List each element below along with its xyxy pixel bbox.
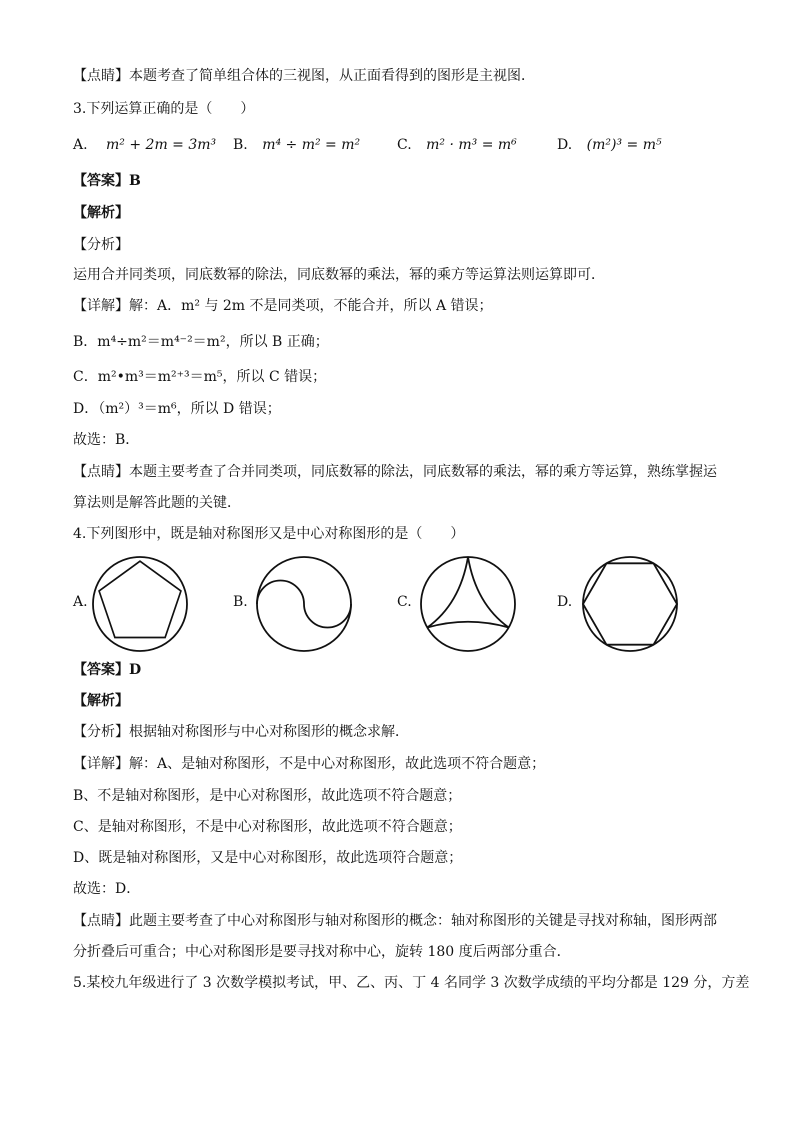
q3-comment-2: 算法则是解答此题的关键． (73, 495, 241, 511)
q4-analysis-heading: 【解析】 (73, 693, 129, 709)
q4-option-a-label: A. (73, 594, 88, 610)
q3-comment-1: 【点睛】本题主要考查了合并同类项，同底数幂的除法，同底数幂的乘法，幂的乘方等运算，熟练掌握运 (73, 464, 717, 480)
q4-option-c-label: C. (397, 594, 412, 610)
q3-option-b (233, 136, 360, 154)
q3-option-c (397, 136, 517, 154)
q4-detail-b: B、不是轴对称图形，是中心对称图形，故此选项不符合题意； (73, 788, 462, 804)
q4-figure-a (90, 554, 190, 654)
q4-figure-b (254, 554, 354, 654)
q4-figure-a-pentagon (99, 561, 181, 637)
q4-detail-a: 【详解】解：A、是轴对称图形，不是中心对称图形，故此选项不符合题意； (73, 756, 546, 772)
q3-option-c-expr: m² · m³ = m⁶ (426, 137, 517, 153)
q3-detail-b: B．m⁴÷m²＝m⁴⁻²＝m²，所以 B 正确； (73, 334, 329, 350)
q4-figure-d (580, 554, 680, 654)
q3-answer: 【答案】B (73, 173, 141, 189)
q3-option-c-label: C. (397, 137, 412, 153)
q4-option-d-label: D. (557, 594, 573, 610)
q4-comment-1: 【点睛】此题主要考查了中心对称图形与轴对称图形的概念：轴对称图形的关键是寻找对称轴，图形两部 (73, 913, 717, 929)
question-3: 3.下列运算正确的是（ ） (73, 101, 255, 117)
question-5: 5.某校九年级进行了 3 次数学模拟考试，甲、乙、丙、丁 4 名同学 3 次数学成绩的平均分都是 129 分，方差 (73, 975, 750, 991)
q3-option-d-label: D. (557, 137, 573, 153)
q4-figure-c-circle (421, 557, 515, 651)
q3-option-b-label: B. (233, 137, 248, 153)
q3-detail-c: C．m²•m³＝m²⁺³＝m⁵，所以 C 错误； (73, 369, 327, 385)
q4-figure-b-curve (257, 581, 351, 628)
q4-detail-d: D、既是轴对称图形，又是中心对称图形，故此选项符合题意； (73, 850, 463, 866)
q3-option-d (557, 136, 662, 154)
q4-answer: 【答案】D (73, 662, 142, 678)
q3-option-a (73, 136, 216, 154)
q3-option-b-expr: m⁴ ÷ m² = m² (262, 137, 361, 153)
prev-comment: 【点睛】本题考查了简单组合体的三视图，从正面看得到的图形是主视图． (73, 68, 535, 84)
q3-option-d-expr: (m²)³ = m⁵ (586, 137, 662, 153)
q3-fenxi-text: 运用合并同类项，同底数幂的除法，同底数幂的乘法，幂的乘方等运算法则运算即可． (73, 267, 605, 283)
q3-detail-d: D．（m²）³＝m⁶，所以 D 错误； (73, 401, 281, 417)
q4-comment-2: 分折叠后可重合；中心对称图形是要寻找对称中心，旋转 180 度后两部分重合． (73, 944, 571, 960)
q3-choose: 故选：B． (73, 432, 140, 448)
q4-figure-c (418, 554, 518, 654)
q4-choose: 故选：D． (73, 881, 141, 897)
question-4: 4.下列图形中，既是轴对称图形又是中心对称图形的是（ ） (73, 526, 465, 542)
q3-option-a-label: A. (73, 137, 88, 153)
q4-detail-c: C、是轴对称图形，不是中心对称图形，故此选项不符合题意； (73, 819, 462, 835)
q3-analysis-heading: 【解析】 (73, 205, 129, 221)
q4-figure-d-hexagon (583, 563, 677, 644)
q4-figure-d-circle (583, 557, 677, 651)
q3-fenxi-heading: 【分析】 (73, 237, 129, 253)
q4-option-b-label: B. (233, 594, 248, 610)
q3-option-a-expr: m² + 2m = 3m³ (106, 137, 217, 153)
q3-detail-a: 【详解】解：A．m² 与 2m 不是同类项，不能合并，所以 A 错误； (73, 298, 493, 314)
q4-fenxi: 【分析】根据轴对称图形与中心对称图形的概念求解． (73, 724, 409, 740)
